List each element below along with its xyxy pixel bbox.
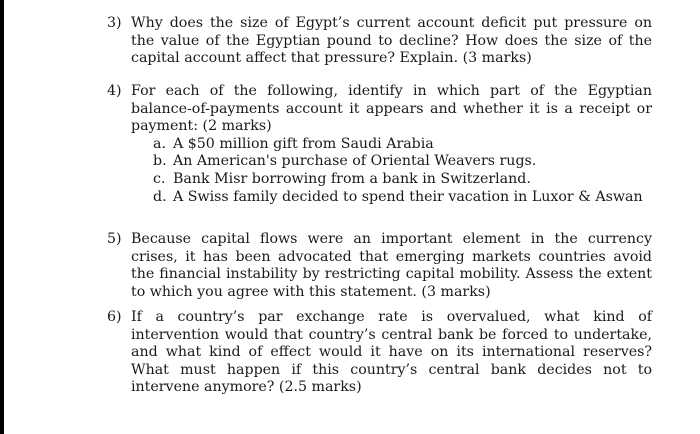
sub-item-letter: d. (153, 188, 167, 205)
sub-item-c (153, 171, 652, 189)
sub-item-letter: b. (153, 153, 167, 170)
sub-item-text: A $50 million gift from Saudi Arabia (173, 135, 434, 152)
sub-item-b (153, 153, 652, 171)
question-text: For each of the following, identify in which part of the Egyptian balance-of-payments account it appears and whether it is a receipt or payment: (2 marks) (131, 83, 652, 135)
question-text: Because capital flows were an important element in the currency crises, it has been advocated that emerging markets countries avoid the financial instability by restricting capital mobility. Assess the extent to which you agree with this statement. (3 marks) (131, 231, 652, 300)
question-number: 5) (107, 231, 122, 247)
sub-item-letter: c. (153, 170, 166, 187)
question-6 (107, 309, 652, 397)
sub-item-letter: a. (153, 135, 166, 152)
sub-item-text: An American's purchase of Oriental Weavers rugs. (173, 153, 537, 170)
question-text: Why does the size of Egypt’s current account deficit put pressure on the value of the Egyptian pound to decline? How does the size of the capital account affect that pressure? Explain. (3 marks) (131, 15, 652, 67)
question-text: If a country’s par exchange rate is overvalued, what kind of intervention would that country’s central bank be forced to undertake, and what kind of effect would it have on its international reserves? What must happen if this country’s central bank decides not to intervene anymore? (2.5 marks) (131, 309, 652, 396)
question-number: 4) (107, 83, 122, 99)
question-number: 6) (107, 309, 122, 325)
question-4 (107, 83, 652, 206)
question-number: 3) (107, 15, 122, 31)
question-5 (107, 231, 652, 301)
sub-item-d (153, 189, 652, 207)
sub-item-text: Bank Misr borrowing from a bank in Switzerland. (173, 170, 531, 187)
sub-item-list (153, 136, 652, 206)
question-3 (107, 15, 652, 68)
sub-item-text: A Swiss family decided to spend their vacation in Luxor & Aswan (173, 188, 643, 205)
sub-item-a (153, 136, 652, 154)
